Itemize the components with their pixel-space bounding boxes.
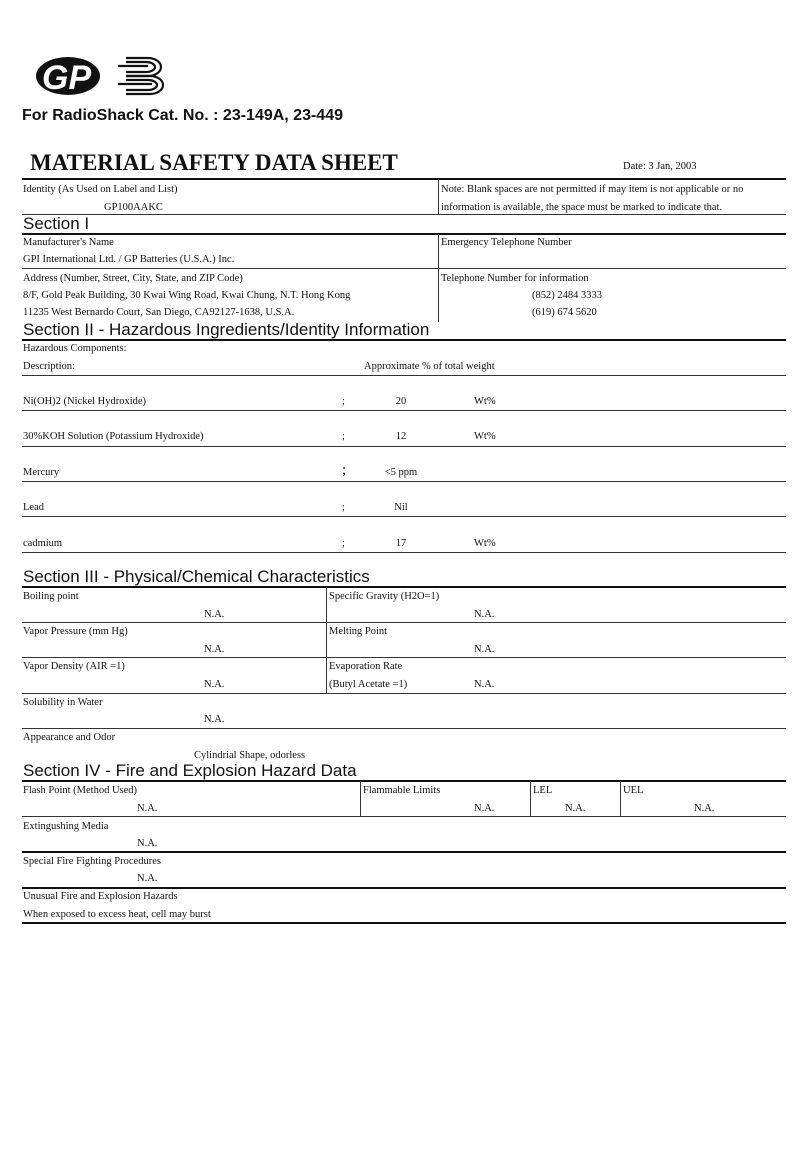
vapor-density-label: Vapor Density (AIR =1) — [23, 661, 125, 672]
special-procedures-label: Special Fire Fighting Procedures — [23, 856, 161, 867]
vapor-density-value: N.A. — [204, 679, 225, 690]
ingredient-separator: ; — [342, 538, 345, 549]
evaporation-rate-value: N.A. — [474, 679, 495, 690]
flash-point-value: N.A. — [137, 803, 158, 814]
appearance-label: Appearance and Odor — [23, 732, 116, 743]
ingredient-value: 20 — [395, 396, 407, 407]
page-title: MATERIAL SAFETY DATA SHEET — [30, 150, 398, 175]
ingredient-rule — [22, 410, 786, 411]
section-2-rule — [22, 339, 786, 341]
lel-divider — [530, 781, 531, 816]
row-rule — [22, 657, 786, 658]
solubility-label: Solubility in Water — [23, 697, 103, 708]
end-rule — [22, 922, 786, 924]
document-date: Date: 3 Jan, 2003 — [623, 161, 697, 172]
section-3-title: Section III - Physical/Chemical Characteristics — [23, 567, 370, 586]
ingredient-rule — [22, 552, 786, 553]
ingredient-name: Lead — [23, 502, 44, 513]
cat-number-line: For RadioShack Cat. No. : 23-149A, 23-449 — [22, 107, 343, 124]
row-rule — [22, 887, 786, 889]
ingredient-separator: ; — [342, 502, 345, 513]
row-rule — [22, 728, 786, 729]
address-line1: 8/F, Gold Peak Building, 30 Kwai Wing Road, Kwai Chung, N.T. Hong Kong — [23, 290, 351, 301]
vapor-pressure-label: Vapor Pressure (mm Hg) — [23, 626, 128, 637]
emergency-label: Emergency Telephone Number — [441, 237, 572, 248]
row-rule — [22, 622, 786, 623]
flammable-limits-label: Flammable Limits — [363, 785, 441, 796]
evaporation-rate-sub: (Butyl Acetate =1) — [329, 679, 408, 690]
unusual-hazards-value: When exposed to excess heat, cell may burst — [23, 909, 211, 920]
ingredient-rule — [22, 446, 786, 447]
ingredient-unit: Wt% — [474, 538, 496, 549]
approx-weight-label: Approximate % of total weight — [364, 361, 495, 372]
section-1-rule — [22, 233, 786, 235]
section-3-rule — [22, 586, 786, 588]
manufacturer-rule — [22, 268, 786, 269]
section-2-title: Section II - Hazardous Ingredients/Identity Information — [23, 320, 430, 339]
svg-text:GP: GP — [42, 59, 92, 97]
row-rule — [22, 816, 786, 817]
address-label: Address (Number, Street, City, State, and ZIP Code) — [23, 273, 243, 284]
ingredient-value: 12 — [395, 431, 407, 442]
flammable-divider — [360, 781, 361, 816]
special-procedures-value: N.A. — [137, 873, 158, 884]
ingredient-value: <5 ppm — [384, 467, 418, 478]
identity-note-line2: information is available, the space must be marked to indicate that. — [441, 202, 723, 213]
address-line2: 11235 West Bernardo Court, San Diego, CA92127-1638, U.S.A. — [23, 307, 295, 318]
ingredient-name: Mercury — [23, 467, 60, 478]
identity-label: Identity (As Used on Label and List) — [23, 184, 178, 195]
identity-rule — [22, 214, 786, 215]
uel-label: UEL — [623, 785, 644, 796]
ingredient-rule — [22, 516, 786, 517]
boiling-point-value: N.A. — [204, 609, 225, 620]
phone-2: (619) 674 5620 — [532, 307, 597, 318]
gp-logo — [34, 54, 174, 98]
melting-point-value: N.A. — [474, 644, 495, 655]
ingredient-value: 17 — [395, 538, 407, 549]
title-rule — [22, 178, 786, 180]
row-rule — [22, 851, 786, 853]
hazardous-components-label: Hazardous Components: — [23, 343, 127, 354]
ingredient-name: Ni(OH)2 (Nickel Hydroxide) — [23, 396, 147, 407]
manufacturer-value: GPI International Ltd. / GP Batteries (U.S.A.) Inc. — [23, 254, 235, 265]
lel-label: LEL — [533, 785, 553, 796]
section-3-divider — [326, 587, 327, 694]
ingredient-name: cadmium — [23, 538, 63, 549]
lel-value: N.A. — [565, 803, 586, 814]
row-rule — [22, 693, 786, 694]
specific-gravity-label: Specific Gravity (H2O=1) — [329, 591, 440, 602]
gp-logo-mark — [34, 54, 174, 98]
vapor-pressure-value: N.A. — [204, 644, 225, 655]
ingredient-unit: Wt% — [474, 396, 496, 407]
boiling-point-label: Boiling point — [23, 591, 79, 602]
description-rule — [22, 375, 786, 376]
unusual-hazards-label: Unusual Fire and Explosion Hazards — [23, 891, 178, 902]
manufacturer-label: Manufacturer's Name — [23, 237, 114, 248]
ingredient-separator: ; — [342, 462, 347, 478]
specific-gravity-value: N.A. — [474, 609, 495, 620]
identity-divider — [438, 179, 439, 215]
phone-1: (852) 2484 3333 — [532, 290, 602, 301]
ingredient-name: 30%KOH Solution (Potassium Hydroxide) — [23, 431, 204, 442]
phone-label: Telephone Number for information — [441, 273, 589, 284]
section-1-divider — [438, 234, 439, 322]
melting-point-label: Melting Point — [329, 626, 388, 637]
uel-value: N.A. — [694, 803, 715, 814]
section-4-rule — [22, 780, 786, 782]
identity-note-line1: Note: Blank spaces are not permitted if may item is not applicable or no — [441, 184, 744, 195]
ingredient-rule — [22, 481, 786, 482]
description-label: Description: — [23, 361, 75, 372]
uel-divider — [620, 781, 621, 816]
ingredient-separator: ; — [342, 396, 345, 407]
extinguishing-value: N.A. — [137, 838, 158, 849]
section-4-title: Section IV - Fire and Explosion Hazard Data — [23, 761, 357, 780]
flash-point-label: Flash Point (Method Used) — [23, 785, 138, 796]
evaporation-rate-label: Evaporation Rate — [329, 661, 403, 672]
ingredient-separator: ; — [342, 431, 345, 442]
ingredient-unit: Wt% — [474, 431, 496, 442]
flammable-limits-value: N.A. — [474, 803, 495, 814]
appearance-value: Cylindrial Shape, odorless — [194, 750, 306, 761]
ingredient-value: Nil — [394, 502, 408, 513]
section-1-title: Section I — [23, 214, 90, 233]
identity-value: GP100AAKC — [104, 202, 163, 213]
extinguishing-label: Extingushing Media — [23, 821, 109, 832]
solubility-value: N.A. — [204, 714, 225, 725]
